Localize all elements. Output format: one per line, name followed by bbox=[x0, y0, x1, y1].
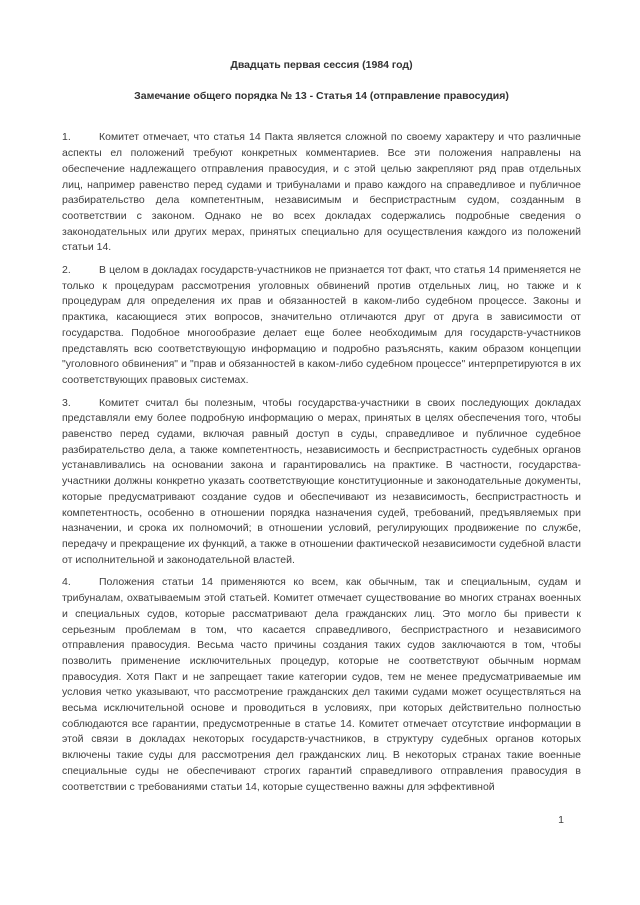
paragraph-4-number: 4. bbox=[62, 576, 71, 589]
general-comment-title: Замечание общего порядка № 13 - Статья 14 (отправление правосудия) bbox=[134, 89, 509, 102]
paragraph-1-text: Комитет отмечает, что статья 14 Пакта является сложной по своему характеру и что различные аспекты ел положений требуют конкретных комментариев. Все эти положения направлены на обеспечение надлежащего отправления правосудия, и с этой целью закрепляют ряд прав отдельных лиц, например равенство перед судами и трибуналами и право каждого на справедливое и публичное разбирательство дела компетентным, независимым и беспристрастным судом, созданным в соответствии с законом. Однако не во всех докладах содержались подробные сведения о законодательных или других мерах, принятых специально для осуществления каждого из положений статьи 14. bbox=[62, 131, 581, 254]
paragraph-3-number: 3. bbox=[62, 396, 71, 409]
paragraph-1-number: 1. bbox=[62, 131, 71, 144]
paragraph-2 bbox=[62, 263, 581, 389]
paragraph-3-text: Комитет считал бы полезным, чтобы государства-участники в своих последующих докладах представляли ему более подробную информацию о мерах, принятых в целях обеспечения того, чтобы равенство перед судами, включая равный доступ в суды, справедливое и публичное судебное разбирательство дела, а также компетентность, независимость и беспристрастность судебных органов устанавливались на основании закона и гарантировались на практике. В частности, государства-участники должны конкретно указать соответствующие конституционные и законодательные документы, которые предусматривают создание судов и обеспечивают из независимость, беспристрастность и компетентность, особенно в отношении порядка назначения судей, требований, предъявляемых при назначении, и срока их полномочий; в отношении условий, регулирующих продвижение по службе, передачу и прекращение их функций, а также в отношении фактической независимости судебной власти от исполнительной и законодательной властей. bbox=[62, 396, 581, 566]
paragraph-2-number: 2. bbox=[62, 264, 71, 277]
paragraph-1 bbox=[62, 130, 581, 256]
paragraph-4 bbox=[62, 575, 581, 795]
paragraph-3 bbox=[62, 396, 581, 569]
page-number: 1 bbox=[558, 814, 564, 826]
paragraph-4-text: Положения статьи 14 применяются ко всем, как обычным, так и специальным, судам и трибуналам, охватываемым этой статьей. Комитет отмечает существование во многих странах военных и специальных судов, которые рассматривают дела гражданских лиц. Это могло бы привести к серьезным проблемам в том, что касается справедливого, беспристрастного и независимого отправления правосудия. Весьма часто причины создания таких судов заключаются в том, чтобы позволить применение исключительных процедур, которые не соответствуют обычным нормам правосудия. Хотя Пакт и не запрещает такие категории судов, тем не менее предусматриваемые им условия четко указывают, что рассмотрение гражданских дел такими судами может осуществляться на весьма исключительной основе и проводиться в условиях, при которых действительно полностью соблюдаются все гарантии, предусмотренные в статье 14. Комитет отмечает отсутствие информации в этой связи в докладах некоторых государств-участников, в структуру судебных органов которых включены такие суды для рассмотрения дел гражданских лиц. В некоторых странах такие военные специальные суды не обеспечивают строгих гарантий справедливого отправления правосудия в соответствии с требованиями статьи 14, которые существенно важны для эффективной bbox=[62, 576, 581, 793]
session-title: Двадцать первая сессия (1984 год) bbox=[230, 59, 413, 71]
paragraph-2-text: В целом в докладах государств-участников не признается тот факт, что статья 14 применяется не только к процедурам рассмотрения уголовных обвинений против отдельных лиц, но также и к процедурам для определения их прав и обязанностей в каком-либо судебном процессе. Законы и практика, касающиеся этих вопросов, значительно отличаются друг от друга в зависимости от государства. Подобное многообразие делает еще более необходимым для государств-участников представлять всю соответствующую информацию и подробно разъяснять, каким образом концепции "уголовного обвинения" и "прав и обязанностей в каком-либо судебном процессе" интерпретируются в их соответствующих правовых системах. bbox=[62, 264, 581, 386]
